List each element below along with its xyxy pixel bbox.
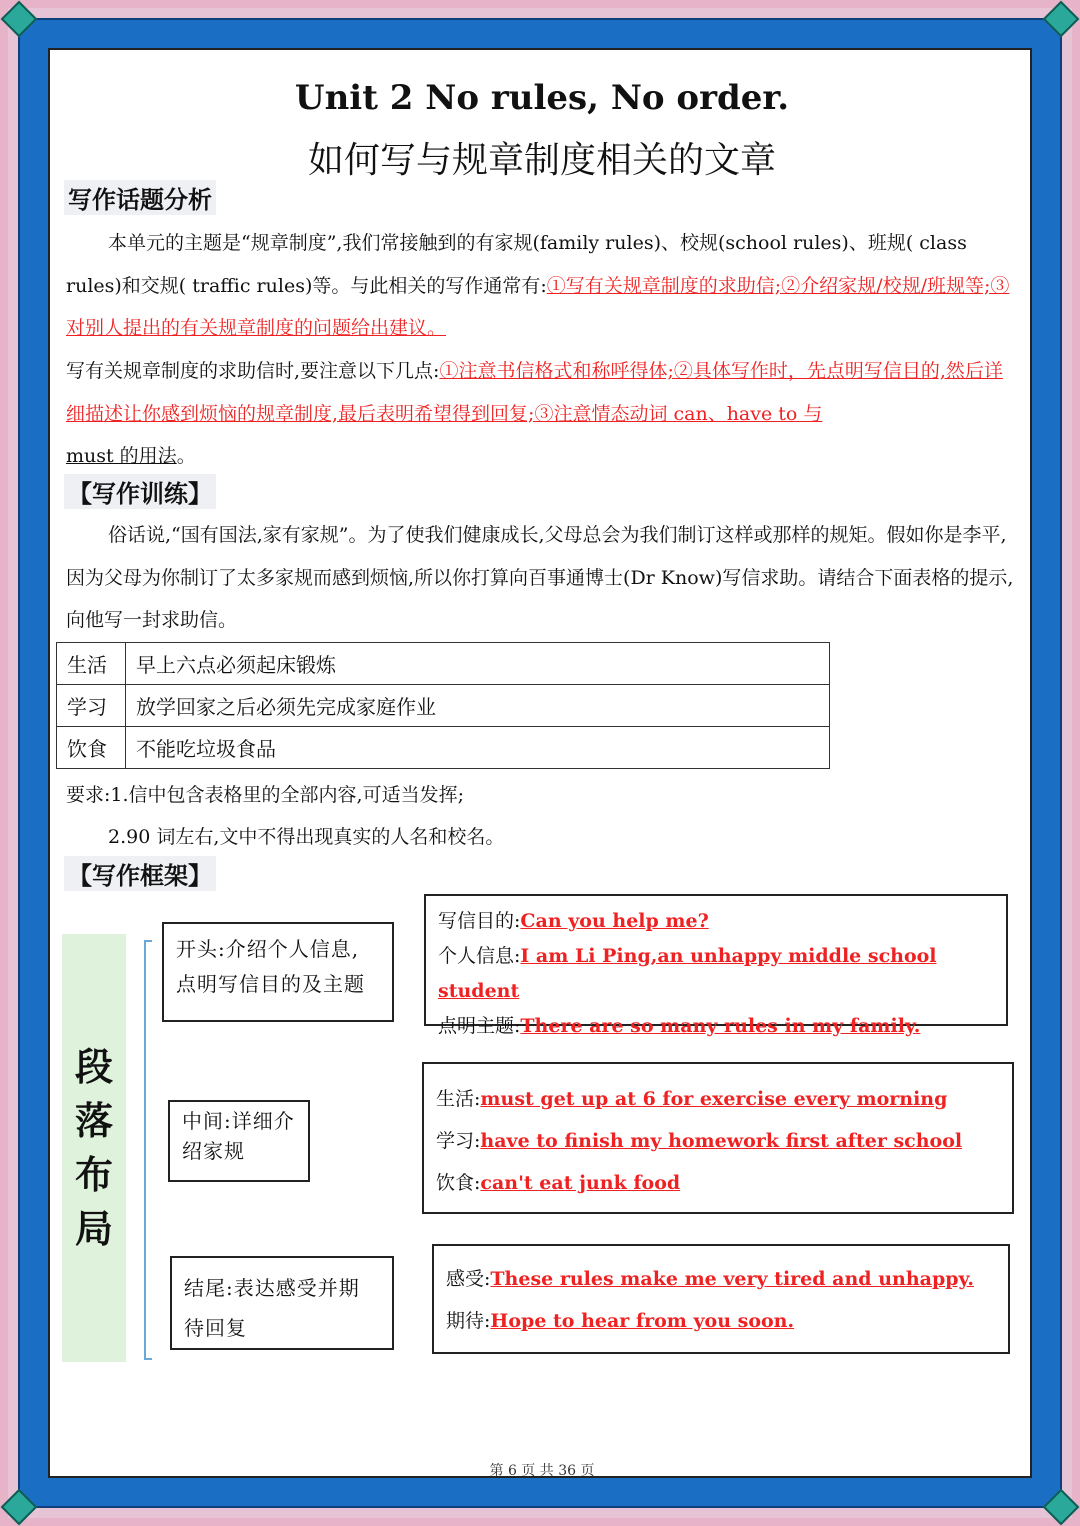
ending-line <box>446 1258 996 1300</box>
line-value: can't eat junk food <box>480 1172 681 1194</box>
middle-line <box>436 1120 1000 1162</box>
opening-content-box <box>424 894 1008 1037</box>
requirement-1: 要求:1.信中包含表格里的全部内容,可适当发挥; <box>66 784 464 806</box>
bracket-line <box>144 940 154 1360</box>
page-title: Unit 2 No rules, No order. <box>294 78 790 118</box>
line-key: 期待: <box>446 1310 491 1332</box>
opening-line <box>438 939 994 1009</box>
opening-line <box>438 904 994 939</box>
line-key: 写信目的: <box>438 910 521 932</box>
table-row <box>57 685 830 727</box>
line-key: 感受: <box>446 1268 491 1290</box>
middle-label-box <box>168 1100 310 1182</box>
paragraph-layout-label <box>62 934 126 1362</box>
side-char: 段 <box>74 1044 113 1089</box>
family-rules-table <box>56 642 830 769</box>
middle-label: 中间:详细介绍家规 <box>182 1109 295 1163</box>
analysis-text: 本单元的主题是“规章制度”,我们常接触到的有家规(family rules)、校规(school rules)、班规( class rules)和交规( traffic rules)等。与此相关的写作通常有: <box>66 232 967 297</box>
analysis-highlight: ①写有关规章制度的求助信;②介绍家规/校规/班规等;③对别人提出的有关规章制度的问题给出建议。 <box>66 274 1010 339</box>
analysis-paragraph-1 <box>66 222 1018 350</box>
letter-tips-text: 写有关规章制度的求助信时,要注意以下几点: <box>66 360 440 382</box>
opening-line <box>438 1009 994 1044</box>
line-value: Hope to hear from you soon. <box>490 1310 795 1332</box>
must-usage: must 的用法 <box>66 445 177 467</box>
middle-content-box <box>422 1062 1014 1214</box>
middle-line <box>436 1162 1000 1204</box>
table-cell-value: 不能吃垃圾食品 <box>126 727 830 769</box>
line-key: 生活: <box>436 1088 481 1110</box>
line-key: 饮食: <box>436 1172 481 1194</box>
line-value: Can you help me? <box>520 910 709 932</box>
line-value: must get up at 6 for exercise every morning <box>480 1088 948 1110</box>
period: 。 <box>176 445 196 467</box>
line-value: have to finish my homework first after school <box>480 1130 963 1152</box>
line-value: I am Li Ping,an unhappy middle school student <box>438 945 937 1002</box>
section-heading-framework: 【写作框架】 <box>64 856 216 891</box>
ending-content-box <box>432 1244 1010 1354</box>
table-row <box>57 727 830 769</box>
line-key: 学习: <box>436 1130 481 1152</box>
table-row <box>57 643 830 685</box>
side-char: 落 <box>74 1098 113 1143</box>
analysis-paragraph-2 <box>66 350 1018 478</box>
opening-label: 开头:介绍个人信息,点明写信目的及主题 <box>176 937 365 996</box>
side-char: 布 <box>74 1152 113 1197</box>
page-number: 第 6 页 共 36 页 <box>489 1463 595 1479</box>
ending-label-box <box>170 1256 394 1350</box>
ending-line <box>446 1300 996 1342</box>
ending-label: 结尾:表达感受并期待回复 <box>184 1276 360 1340</box>
page-subtitle: 如何写与规章制度相关的文章 <box>307 140 776 181</box>
table-cell-key: 饮食 <box>57 727 126 769</box>
requirement-2: 2.90 词左右,文中不得出现真实的人名和校名。 <box>108 826 505 848</box>
line-key: 点明主题: <box>438 1015 521 1037</box>
opening-label-box <box>162 922 394 1022</box>
table-cell-key: 学习 <box>57 685 126 727</box>
letter-tips-highlight: ①注意书信格式和称呼得体;②具体写作时，先点明写信目的,然后详细描述让你感到烦恼的规章制度,最后表明希望得到回复;③注意情态动词 can、have to 与 <box>66 360 1003 425</box>
table-cell-value: 放学回家之后必须先完成家庭作业 <box>126 685 830 727</box>
section-heading-analysis: 写作话题分析 <box>64 180 216 215</box>
document-page <box>48 48 1032 1478</box>
table-cell-key: 生活 <box>57 643 126 685</box>
section-heading-training: 【写作训练】 <box>64 474 216 509</box>
middle-line <box>436 1078 1000 1120</box>
table-cell-value: 早上六点必须起床锻炼 <box>126 643 830 685</box>
training-paragraph: 俗话说,“国有国法,家有家规”。为了使我们健康成长,父母总会为我们制订这样或那样的规矩。假如你是李平,因为父母为你制订了太多家规而感到烦恼,所以你打算向百事通博士(Dr Know)写信求助。请结合下面表格的提示,向他写一封求助信。 <box>66 524 1014 631</box>
line-value: There are so many rules in my family. <box>520 1015 921 1037</box>
line-key: 个人信息: <box>438 945 521 967</box>
line-value: These rules make me very tired and unhappy. <box>490 1268 974 1290</box>
side-char: 局 <box>74 1206 113 1251</box>
